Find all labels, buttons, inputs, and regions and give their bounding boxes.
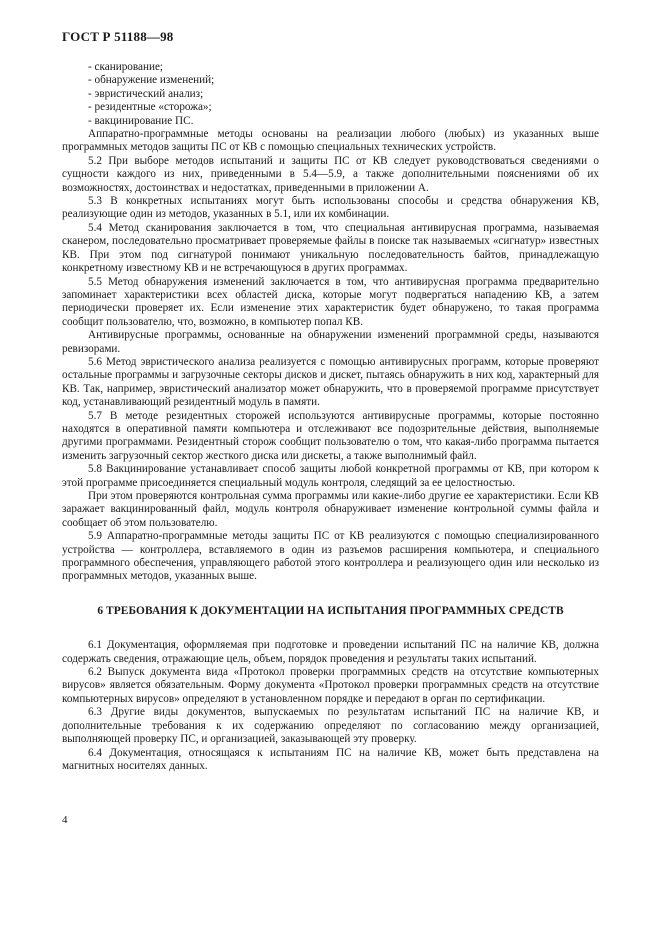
paragraph: 5.6 Метод эвристического анализа реализуется с помощью антивирусных программ, которые проверяют остальные программы и загрузочные секторы дисков и дискет, пытаясь обнаружить в них код, характерный для КВ. Так, например, эвристический анализатор может обнаружить, что в проверяемой программе присутствует код, устанавливающий резидентный модуль в памяти.	[62, 355, 599, 409]
paragraph: 6.4 Документация, относящаяся к испытаниям ПС на наличие КВ, может быть представлена на магнитных носителях данных.	[62, 746, 599, 772]
paragraph: 6.2 Выпуск документа вида «Протокол проверки программных средств на отсутствие компьютерных вирусов» является обязательным. Форму документа «Протокол проверки программных средств на отсутствие компьютерных вирусов» определяют в установленном порядке и передают в орган по сертификации.	[62, 666, 599, 705]
list-item: - эвристический анализ;	[88, 87, 204, 100]
paragraph: 5.4 Метод сканирования заключается в том, что специальная антивирусная программа, называемая сканером, последовательно просматривает проверяемые файлы в поиске так называемых «сигнатур» известных КВ. При этом под сигнатурой понимают уникальную последовательность байтов, принадлежащую конкретному известному КВ и не встречающуюся в других программах.	[62, 221, 599, 275]
paragraph: 5.7 В методе резидентных сторожей используются антивирусные программы, которые постоянно находятся в оперативной памяти компьютера и отслеживают все подозрительные действия, выполняемые другими программами. Резидентный сторож сообщит пользователю о том, что какая-либо программа пытается изменить загрузочный сектор жесткого диска или дискеты, а также выполнимый файл.	[62, 409, 599, 462]
paragraph: 5.5 Метод обнаружения изменений заключается в том, что антивирусная программа предварительно запоминает характеристики всех областей диска, которые могут подвергаться нападению КВ, а затем периодически проверяет их. Если изменение этих характеристик будет обнаружено, то такая программа сообщит пользователю, что, возможно, в компьютер попал КВ.	[62, 275, 599, 328]
paragraph: 6.1 Документация, оформляемая при подготовке и проведении испытаний ПС на наличие КВ, должна содержать сведения, отражающие цель, объем, порядок проведения и результаты таких испытаний.	[62, 639, 599, 665]
list-item: - резидентные «сторожа»;	[88, 101, 212, 114]
paragraph: 6.3 Другие виды документов, выпускаемых по результатам испытаний ПС на наличие КВ, и дополнительные требования к их содержанию определяют по согласованию между организацией, выполняющей проверку ПС, и организацией, заказывающей эту проверку.	[62, 706, 599, 746]
document-header: ГОСТ Р 51188—98	[62, 29, 174, 44]
paragraph: 5.2 При выборе методов испытаний и защиты ПС от КВ следует руководствоваться сведениями о сущности каждого из них, приведенными в 5.4—5.9, а также дополнительными пояснениями об их возможностях, достоинствах и недостатках, приведенными в приложении А.	[62, 154, 599, 194]
section-title: 6 ТРЕБОВАНИЯ К ДОКУМЕНТАЦИИ НА ИСПЫТАНИЯ ПРОГРАММНЫХ СРЕДСТВ	[97, 604, 564, 617]
list-item: - обнаружение изменений;	[88, 74, 215, 87]
list-item: - сканирование;	[88, 61, 164, 73]
paragraph: При этом проверяются контрольная сумма программы или какие-либо другие ее характеристики. Если КВ заражает вакцинированный файл, модуль контроля обнаруживает изменение контрольной суммы файла и сообщает об этом пользователю.	[62, 490, 599, 529]
page-body	[62, 61, 599, 773]
paragraph: Аппаратно-программные методы основаны на реализации любого (любых) из указанных выше программных методов защиты ПС от КВ с помощью специальных технических устройств.	[62, 128, 599, 154]
paragraph: Антивирусные программы, основанные на обнаружении изменений программной среды, называются ревизорами.	[62, 329, 599, 355]
bullet-list	[62, 61, 599, 128]
page-number: 4	[62, 814, 68, 826]
paragraph: 5.3 В конкретных испытаниях могут быть использованы способы и средства обнаружения КВ, реализующие один из методов, указанных в 5.1, или их комбинации.	[62, 195, 599, 221]
paragraph: 5.8 Вакцинирование устанавливает способ защиты любой конкретной программы от КВ, при котором к этой программе присоединяется специальный модуль контроля, следящий за ее целостностью.	[62, 463, 599, 489]
paragraph: 5.9 Аппаратно-программные методы защиты ПС от КВ реализуются с помощью специализированного устройства — контроллера, вставляемого в один из разъемов расширения компьютера, и специального программного обеспечения, управляющего работой этого контроллера и реализующего один или несколько из программных методов, указанных выше.	[62, 530, 599, 583]
list-item: - вакцинирование ПС.	[88, 114, 194, 127]
